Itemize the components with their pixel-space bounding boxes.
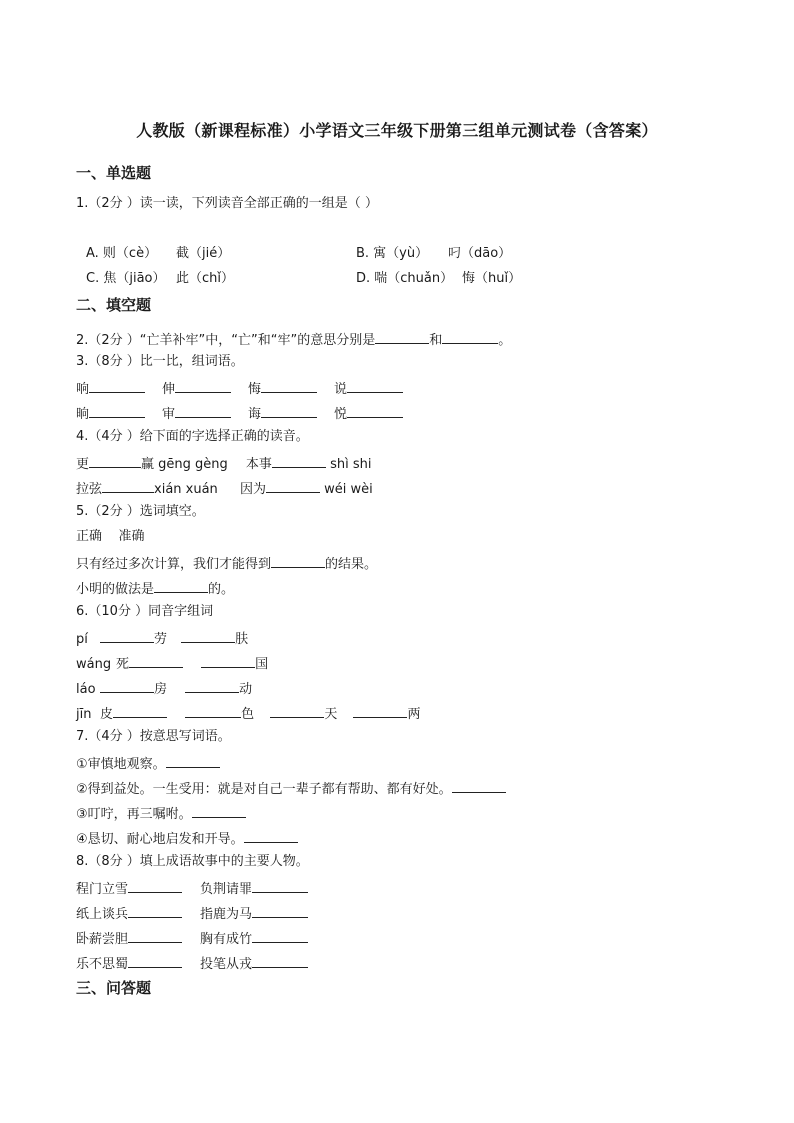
answer-blank[interactable] (128, 953, 182, 968)
q6-row-wang: wáng 死 国 (76, 653, 268, 674)
q1-stem: 1.（2分 ）读一读，下列读音全部正确的一组是（ ） (76, 196, 378, 211)
q2-line (76, 329, 511, 350)
q7-stem: 7.（4分 ）按意思写词语。 (76, 729, 231, 744)
answer-blank[interactable] (89, 403, 145, 418)
answer-blank[interactable] (128, 878, 182, 893)
q3-row1-item: 伸 (162, 378, 231, 399)
q4-row2: 拉弦 xián xuán 因为 wéi wèi (76, 478, 373, 499)
answer-blank[interactable] (89, 453, 141, 468)
answer-blank[interactable] (102, 478, 154, 493)
q8-idiom: 乐不思蜀 (76, 953, 182, 974)
q7-item-4: ④恳切、耐心地启发和开导。 (76, 828, 298, 849)
q8-idiom: 纸上谈兵 (76, 903, 182, 924)
section-qa: 三、问答题 (76, 979, 152, 997)
answer-blank[interactable] (272, 453, 326, 468)
q1-option-c2: 此（chǐ） (176, 271, 234, 286)
q1-option-b1: B. 寓（yù） (356, 246, 429, 261)
q8-idiom: 胸有成竹 (200, 928, 308, 949)
q3-row1-item: 说 (334, 378, 403, 399)
q8-stem: 8.（8分 ）填上成语故事中的主要人物。 (76, 854, 309, 869)
q1-option-c1: C. 焦（jiāo） (86, 271, 166, 286)
q7-item-3: ③叮咛，再三嘱咐。 (76, 803, 246, 824)
q1-option-a1: A. 则（cè） (86, 246, 158, 261)
answer-blank[interactable] (100, 628, 154, 643)
answer-blank[interactable] (185, 703, 241, 718)
q5-sentence-2: 小明的做法是 的。 (76, 578, 234, 599)
q3-row1-item: 悔 (248, 378, 317, 399)
q6-stem: 6.（10分 ）同音字组词 (76, 604, 214, 619)
q1-option-a2: 截（jié） (176, 246, 231, 261)
q5-word-choices: 正确 准确 (76, 529, 145, 544)
answer-blank[interactable] (113, 703, 167, 718)
answer-blank[interactable] (128, 928, 182, 943)
answer-blank[interactable] (261, 378, 317, 393)
answer-blank[interactable] (252, 903, 308, 918)
q4-stem: 4.（4分 ）给下面的字选择正确的读音。 (76, 429, 309, 444)
q8-idiom: 投笔从戎 (200, 953, 308, 974)
q1-option-d1: D. 喘（chuǎn） (356, 271, 454, 286)
q2-stem: 2.（2分 ）“亡羊补牢”中，“亡”和“牢”的意思分别是 (76, 333, 376, 348)
q7-item-1: ①审慎地观察。 (76, 753, 220, 774)
answer-blank[interactable] (128, 903, 182, 918)
answer-blank[interactable] (271, 553, 325, 568)
answer-blank[interactable] (244, 828, 298, 843)
answer-blank[interactable] (154, 578, 208, 593)
q3-row2-item: 悦 (334, 403, 403, 424)
q3-stem: 3.（8分 ）比一比，组词语。 (76, 354, 244, 369)
q6-row-pi: pí 劳 肤 (76, 628, 248, 649)
q3-row2-item: 晌 (76, 403, 145, 424)
answer-blank[interactable] (89, 378, 145, 393)
q4-row1: 更 赢 gēng gèng 本事 shì shi (76, 453, 371, 474)
answer-blank[interactable] (261, 403, 317, 418)
answer-blank[interactable] (353, 703, 407, 718)
answer-blank[interactable] (252, 928, 308, 943)
answer-blank[interactable] (252, 953, 308, 968)
q5-stem: 5.（2分 ）选词填空。 (76, 504, 205, 519)
q8-idiom: 负荆请罪 (200, 878, 308, 899)
answer-blank[interactable] (192, 803, 246, 818)
q2-mid: 和 (429, 333, 443, 348)
q7-item-2: ②得到益处。一生受用：就是对自己一辈子都有帮助、都有好处。 (76, 778, 506, 799)
answer-blank[interactable] (347, 403, 403, 418)
q1-option-d2: 悔（huǐ） (462, 271, 522, 286)
answer-blank[interactable] (452, 778, 506, 793)
q8-idiom: 卧薪尝胆 (76, 928, 182, 949)
answer-blank[interactable] (270, 703, 324, 718)
section-single-choice: 一、单选题 (76, 164, 152, 182)
answer-blank[interactable] (252, 878, 308, 893)
section-fill-blank: 二、填空题 (76, 296, 152, 314)
answer-blank[interactable] (201, 653, 255, 668)
q3-row2-item: 审 (162, 403, 231, 424)
answer-blank[interactable] (181, 628, 235, 643)
answer-blank[interactable] (166, 753, 220, 768)
q6-row-lao: láo 房 动 (76, 678, 252, 699)
answer-blank[interactable] (100, 678, 154, 693)
q8-idiom: 程门立雪 (76, 878, 182, 899)
answer-blank[interactable] (129, 653, 183, 668)
q5-sentence-1: 只有经过多次计算，我们才能得到 的结果。 (76, 553, 377, 574)
q8-idiom: 指鹿为马 (200, 903, 308, 924)
answer-blank[interactable] (175, 378, 231, 393)
answer-blank[interactable] (185, 678, 239, 693)
q1-option-b2: 叼（dāo） (448, 246, 512, 261)
answer-blank[interactable] (266, 478, 320, 493)
q6-row-jin: jīn 皮 色 天 两 (76, 703, 420, 724)
q3-row2-item: 诲 (248, 403, 317, 424)
answer-blank[interactable] (442, 329, 498, 344)
q2-end: 。 (498, 333, 512, 348)
answer-blank[interactable] (347, 378, 403, 393)
answer-blank[interactable] (175, 403, 231, 418)
page-title: 人教版（新课程标准）小学语文三年级下册第三组单元测试卷（含答案） (136, 121, 658, 140)
answer-blank[interactable] (375, 329, 429, 344)
q3-row1-item: 响 (76, 378, 145, 399)
